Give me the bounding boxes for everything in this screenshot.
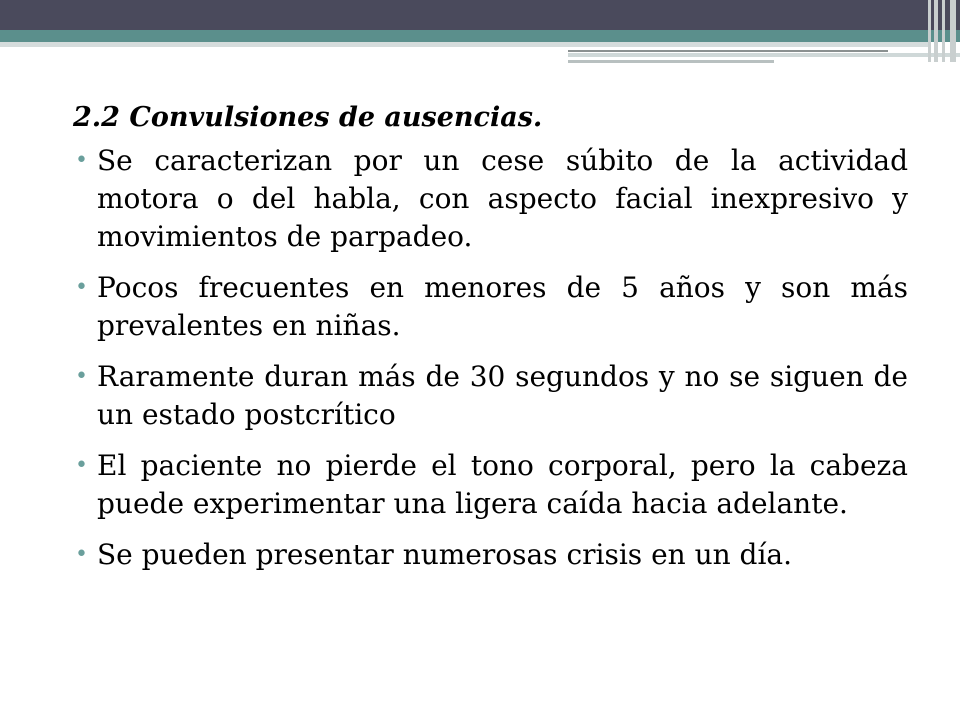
list-item: • El paciente no pierde el tono corporal, pero la cabeza puede experimentar una ligera caída hacia adelante. — [73, 447, 908, 523]
list-item: • Raramente duran más de 30 segundos y no se siguen de un estado postcrítico — [73, 358, 908, 434]
list-item: • Se pueden presentar numerosas crisis en un día. — [73, 536, 908, 574]
slide-content — [73, 98, 908, 587]
banner-light-band — [0, 42, 930, 47]
banner-accent-line — [568, 53, 960, 57]
list-item: • Se caracterizan por un cese súbito de la actividad motora o del habla, con aspecto facial inexpresivo y movimientos de parpadeo. — [73, 142, 908, 256]
banner-right-strips — [924, 0, 960, 62]
list-item: • Pocos frecuentes en menores de 5 años y son más prevalentes en niñas. — [73, 269, 908, 345]
banner-accent-line — [568, 50, 888, 52]
banner-accent-line — [568, 60, 774, 63]
slide-heading: 2.2 Convulsiones de ausencias. — [73, 102, 543, 133]
banner-dark-bar — [0, 0, 960, 30]
bullet-list — [73, 142, 908, 574]
banner-teal-band — [0, 30, 960, 42]
